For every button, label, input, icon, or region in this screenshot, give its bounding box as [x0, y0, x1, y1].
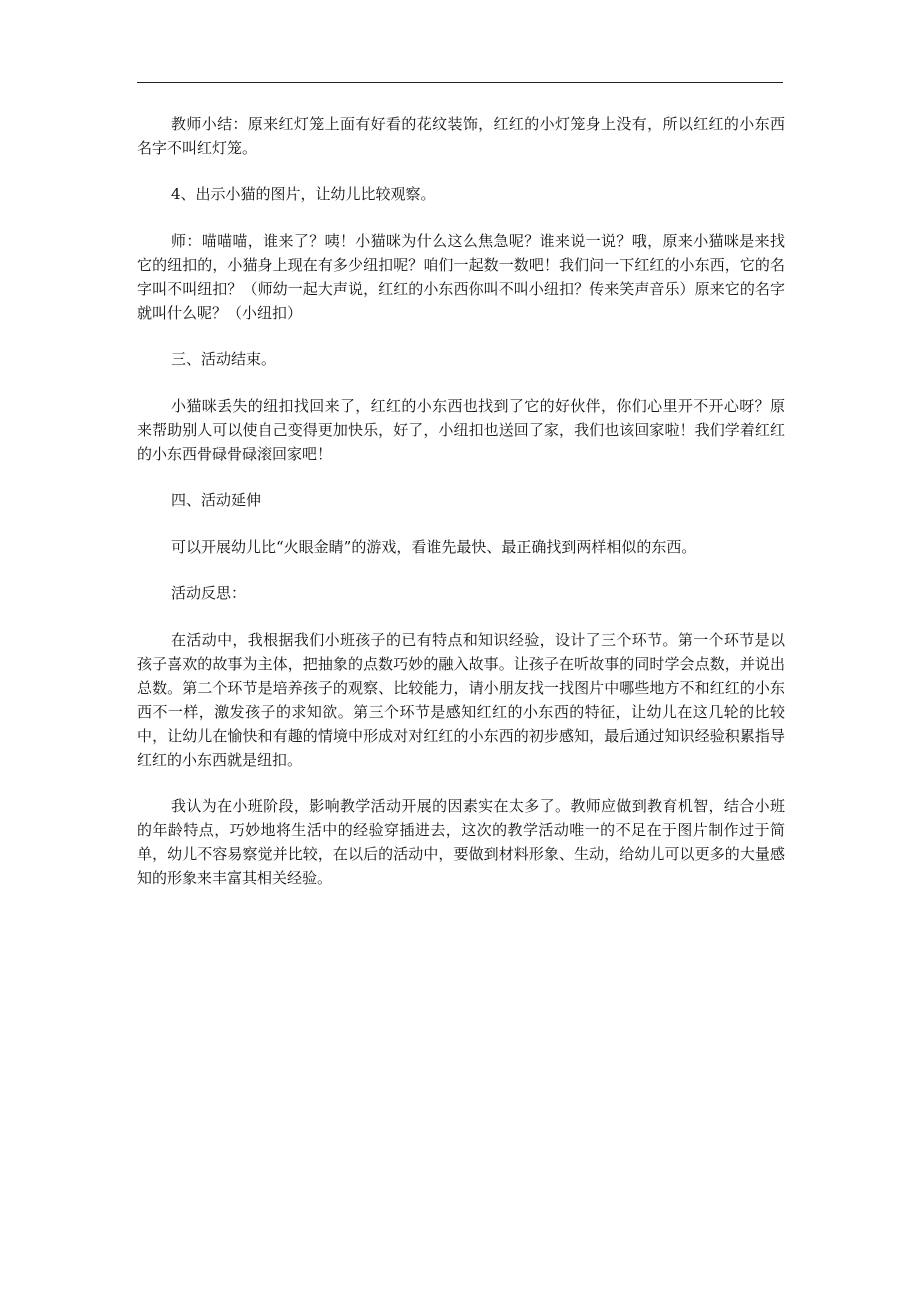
step-4-heading: 4、出示小猫的图片，让幼儿比较观察。 [171, 185, 436, 203]
header-rule [137, 82, 783, 83]
activity-extension-paragraph: 可以开展幼儿比“火眼金睛”的游戏，看谁先最快、最正确找到两样相似的东西。 [171, 538, 697, 556]
cat-dialogue-paragraph: 师：喵喵喵，谁来了？咦！小猫咪为什么这么焦急呢？谁来说一说？哦，原来小猫咪是来找它的纽扣的，小猫身上现在有多少纽扣呢？咱们一起数一数吧！我们问一下红红的小东西，它的名字叫不叫纽扣？（师幼一起大声说，红红的小东西你叫不叫小纽扣？传来笑声音乐）原来它的名字就叫什么呢？（小纽扣） [137, 232, 785, 322]
reflection-paragraph-1: 在活动中，我根据我们小班孩子的已有特点和知识经验，设计了三个环节。第一个环节是以孩子喜欢的故事为主体，把抽象的点数巧妙的融入故事。让孩子在听故事的同时学会点数，并说出总数。第二个环节是培养孩子的观察、比较能力，请小朋友找一找图片中哪些地方不和红红的小东西不一样，激发孩子的求知欲。第三个环节是感知红红的小东西的特征，让幼儿在这几轮的比较中，让幼儿在愉快和有趣的情境中形成对对红红的小东西的初步感知，最后通过知识经验积累指导红红的小东西就是纽扣。 [137, 631, 785, 769]
reflection-heading: 活动反思： [171, 584, 247, 602]
activity-extension-heading: 四、活动延伸 [171, 491, 262, 509]
activity-end-paragraph: 小猫咪丢失的纽扣找回来了，红红的小东西也找到了它的好伙伴，你们心里开不开心呀？原来帮助别人可以使自己变得更加快乐，好了，小纽扣也送回了家，我们也该回家啦！我们学着红红的小东西骨碌骨碌滚回家吧！ [137, 397, 785, 463]
document-body [137, 112, 785, 912]
activity-end-heading: 三、活动结束。 [171, 350, 277, 368]
teacher-summary-paragraph: 教师小结：原来红灯笼上面有好看的花纹装饰，红红的小灯笼身上没有，所以红红的小东西名字不叫红灯笼。 [137, 115, 785, 157]
reflection-paragraph-2: 我认为在小班阶段，影响教学活动开展的因素实在太多了。教师应做到教育机智，结合小班的年龄特点，巧妙地将生活中的经验穿插进去，这次的教学活动唯一的不足在于图片制作过于简单，幼儿不容易察觉并比较，在以后的活动中，要做到材料形象、生动，给幼儿可以更多的大量感知的形象来丰富其相关经验。 [137, 797, 785, 887]
